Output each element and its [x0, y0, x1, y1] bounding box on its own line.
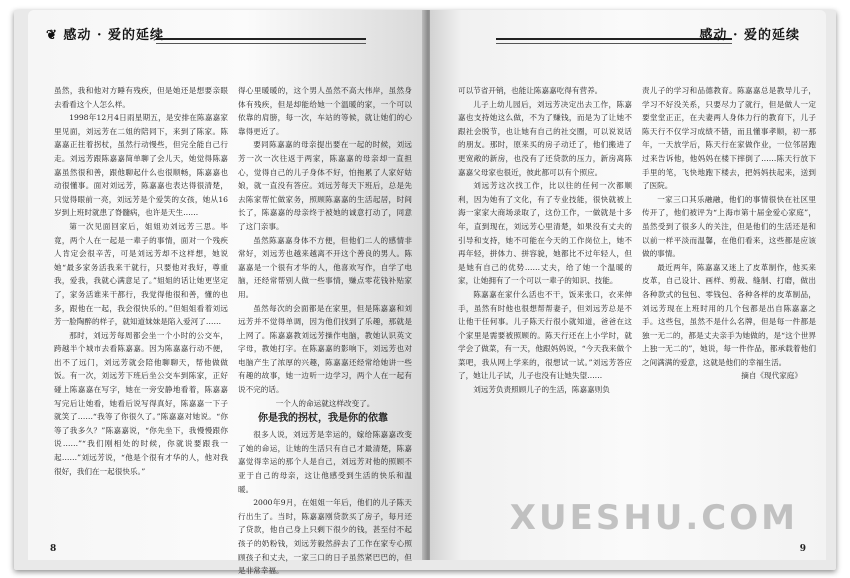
header-flourish-icon: ❦: [46, 28, 64, 43]
paragraph: 1998年12月4日雨星期五，是安排在陈嘉嘉家里见面，刘远芳在二姐的陪同下，来到了陈家。陈嘉嘉正拄着拐杖，虽然行动慢些，但完全能自己行走。刘远芳跟陈嘉嘉简单聊了会儿天，她觉得陈嘉嘉虽然很和善，跟他聊起什么也很顺畅，陈嘉嘉也动很懂事。面对刘远芳，陈嘉嘉也表达得很清楚，只觉得眼前一亮，刘远芳是个爱笑的女孩，她从16岁到上班时就患了脊髓病，也许是天生……: [54, 113, 228, 218]
paragraph: 那时，刘远芳每周都会坐一个小时的公交车，跨越半个城市去看陈嘉嘉。因为陈嘉嘉行动不便，出不了远门，刘远芳就会陪他聊聊天，帮他做做饭。有一次，刘远芳下班后坐公交车到陈家，正好碰上陈嘉嘉在写字，她在一旁安静地看着，陈嘉嘉写完后让她看，她看后说写得真好，陈嘉嘉一下子就笑了……“我等了你很久了。”陈嘉嘉对她说。“你等了我多久？”陈嘉嘉说，“你先坐下，我慢慢跟你说……”“我们刚相处的时候，你就说要跟我一起……”刘远芳说，“他是个很有才华的人，他对我很好，我们在一起很快乐。”: [54, 330, 228, 476]
paragraph: 陈嘉嘉在家什么活也不干，饭来张口，衣来伸手，虽然有时他也很想帮帮妻子，但刘远芳总是不让他干任何事。儿子陈天行很小就知道，爸爸在这个家里是需要被照顾的。陈天行还在上小学时，就学会了做菜，有一天，他跟妈妈说，“今天我来做个菜吧，我从网上学来的，很想试一试。”刘远芳答应了，她让儿子试，儿子也没有让她失望……: [458, 289, 632, 381]
paragraph: 最近两年，陈嘉嘉又迷上了皮革制作，他买来皮革，自己设计、画样、剪裁、缝制、打磨，做出各种款式的包包、零钱包、各种各样的皮革制品，刘远芳现在上班时用的几个包都是出自陈嘉嘉之手。这些包，虽然不是什么名牌，但是每一件都是独一无二的，都是丈夫亲手为她做的，是“这个世界上独一无二的”，她说，每一件作品，都承载着他们之间满满的爱意，这就是他们的幸福生活。: [642, 262, 816, 367]
paragraph: 虽然陈嘉嘉身体不方便，但他们二人的感情非常好，刘远芳也越来越离不开这个善良的男人。陈嘉嘉是一个很有才华的人，他喜欢写作，自学了电脑，还经常帮别人做一些事情，赚点零花钱补贴家用。: [238, 235, 412, 299]
right-column-1: [458, 84, 632, 544]
paragraph: 可以节省开销，也能让陈嘉嘉吃得有营养。: [458, 86, 603, 95]
right-running-header: [699, 24, 800, 46]
watermark-logo: XUESHU.COM: [509, 498, 798, 538]
right-column-2: [642, 84, 816, 544]
paragraph: 刘远芳这次找工作，比以往的任何一次都顺利，因为她有了文化，有了专业技能，很快就被上海一家家大商场录取了，这份工作，一做就是十多年，直到现在，刘远芳心里清楚，如果没有丈夫的引导和支持，她不可能在今天的工作岗位上，她不再年轻，拼体力、拼容貌，她都比不过年轻人，但是她有自己的优势……丈夫，给了她一个温暖的家，让她拥有了一个可以一辈子的知识、技能。: [458, 181, 632, 286]
paragraph: 责儿子的学习和品德教育。陈嘉嘉总是教导儿子，学习不好没关系，只要尽力了就行，但是做人一定要堂堂正正，在夫妻两人身体力行的教育下，儿子陈天行不仅学习成绩不错，而且懂事孝顺，初一那年，一天放学后，陈天行在家做作业，一位邻居跑过来告诉他，他妈妈在楼下摔倒了……陈天行放下手里的笔，飞快地跑下楼去，把妈妈扶起来，送到了医院。: [642, 86, 816, 191]
left-header-rule: [156, 38, 366, 40]
paragraph: 一家三口其乐融融，他们的事情很快在社区里传开了，他们被评为“上海市第十届金爱心家庭”，虽然受到了很多人的关注，但是他们的生活还是和以前一样平淡而温馨，在他们看来，这些都是应该做的事情。: [642, 194, 816, 259]
paragraph: 虽然，我和他对方睡有残疾，但是她还是想要亲眼去看看这个人怎么样。: [54, 86, 228, 109]
right-page-number: 9: [799, 544, 806, 554]
right-header-rule: [496, 38, 732, 40]
paragraph: 得心里暖暖的，这个男人虽然不高大伟岸，虽然身体有残疾，但是却能给她一个温暖的家，一个可以依靠的肩膀，每一次，车站的等候，就让她们的心靠得更近了。: [238, 86, 412, 136]
paragraph: 第一次见面回家后，姐姐劝刘远芳三思。毕竟，两个人在一起是一辈子的事情，面对一个残疾人肯定会很辛苦，可是刘远芳却不这样想，她说她“最多家务活我来干就行，只要他对我好，尊重我，爱我，我就心满意足了。”姐姐的话让她更坚定了，家务活谁来干都行，我觉得他很和善，懂的也多，跟他在一起，我会很快乐的。”但姐姐看着刘远芳一脸陶醉的样子，就知道妹妹是陷入爱河了……: [54, 221, 228, 327]
left-column-2: [238, 84, 412, 576]
left-page-number: 8: [50, 544, 57, 554]
source-citation: 摘自《现代家庭》: [741, 371, 802, 381]
left-running-header: [46, 24, 164, 46]
left-column-1: [54, 84, 228, 544]
paragraph: 要同陈嘉嘉的母亲提出要在一起的时候，刘远芳一次一次往返于两家，陈嘉嘉的母亲却一直担心，觉得自己的儿子身体不好，怕拖累了人家好姑娘，就一直没有答应。刘远芳每天下班后，总是先去陈家帮忙做家务，照顾陈嘉嘉的生活起居，时间长了，陈嘉嘉的母亲终于被她的诚意打动了，同意了这门亲事。: [238, 140, 412, 231]
left-page: [28, 10, 426, 576]
paragraph: 很多人说，刘远芳是幸运的，嫁给陈嘉嘉改变了她的命运，让她的生活只有自己才最清楚，陈嘉嘉觉得幸运的那个人是自己，刘远芳对他的照顾不亚于自己的母亲，这让他感受到生活的快乐和温暖。: [238, 430, 412, 494]
paragraph: 刘远芳负责照顾儿子的生活，陈嘉嘉则负: [473, 385, 610, 395]
open-book: [14, 10, 836, 576]
left-header-title: 感动 · 爱的延续: [63, 28, 164, 43]
right-page: [430, 10, 826, 560]
right-header-title: 感动 · 爱的延续: [699, 28, 800, 43]
paragraph: 虽然每次的会面都是在家里，但是陈嘉嘉和刘远芳并不觉得单调，因为他们找到了乐趣，那就是上网了。陈嘉嘉教刘远芳操作电脑，教她认识英文字母，教她打字。在陈嘉嘉的影响下，刘远芳也对电脑产生了浓厚的兴趣，陈嘉嘉还经常给她讲一些有趣的故事，她一边听一边学习，两个人在一起有说不完的话。: [238, 303, 412, 395]
paragraph: 儿子上幼儿园后，刘远芳决定出去工作，陈嘉嘉也支持她这么做，不为了赚钱，而是为了让她不跟社会脱节，也让她有自己的社交圈，可以说说话的朋友。那时，原来买的房子动迁了，他们搬进了更宽敞的新房，也没有了还贷款的压力，新房离陈嘉嘉父母家也很近，彼此都可以有个照应。: [458, 99, 632, 177]
paragraph: 一个人的命运就这样改变了。: [275, 398, 375, 408]
section-subheading: 你是我的拐杖，我是你的依靠: [258, 413, 388, 425]
paragraph: 2000年9月，在姐姐一年后，他们的儿子陈天行出生了。当时，陈嘉嘉刚贷款买了房子，每月还了贷款，他自己身上只剩下很少的钱，甚至付不起孩子的奶粉钱，刘远芳毅然辞去了工作在家专心照顾孩子和丈夫，一家三口的日子虽然紧巴巴的，但是非常幸福。: [238, 498, 412, 576]
